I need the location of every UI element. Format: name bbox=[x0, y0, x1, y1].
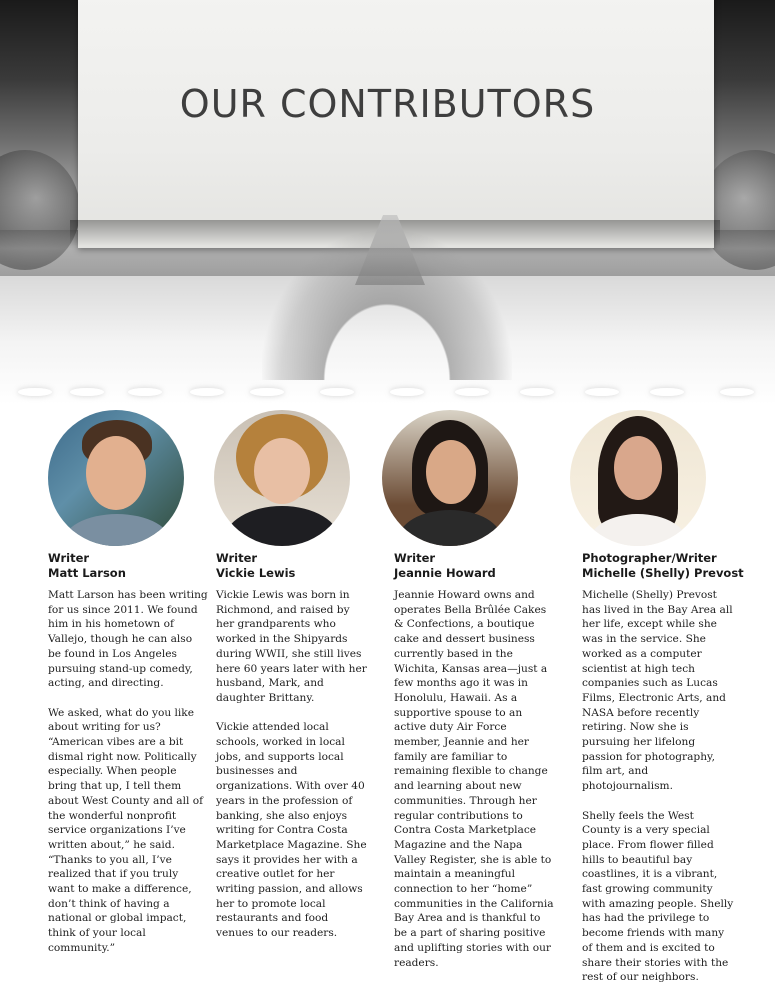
contributor-card-matt-larson bbox=[48, 410, 184, 546]
contributor-role: Writer bbox=[216, 551, 258, 565]
contributor-bio bbox=[582, 588, 734, 985]
contributor-card-michelle-prevost bbox=[570, 410, 706, 546]
contributor-heading bbox=[582, 551, 744, 581]
bio-paragraph: Michelle (Shelly) Prevost has lived in the Bay Area all her life, except while she was in the service. She worked as a computer scientist at high tech companies such as Lucas Films, Electronic Arts, and NASA before recently retiring. Now she is pursuing her lifelong passion for photography, film art, and photojournalism. bbox=[582, 589, 733, 793]
typewriter-keys bbox=[0, 380, 775, 404]
contributor-heading bbox=[216, 551, 295, 581]
contributor-heading bbox=[48, 551, 126, 581]
contributor-name: Matt Larson bbox=[48, 566, 126, 580]
contributor-photo bbox=[570, 410, 706, 546]
contributor-name: Vickie Lewis bbox=[216, 566, 296, 580]
typewriter-header-image bbox=[0, 0, 775, 440]
contributor-name: Jeannie Howard bbox=[394, 566, 496, 580]
bio-paragraph: Shelly feels the West County is a very special place. From flower filled hills to beautiful bay coastlines, it is a vibrant, fast growing community with amazing people. Shelly has had the privilege to become friends with many of them and is excited to share their stories with the rest of our neighbors. bbox=[582, 809, 734, 984]
contributor-photo bbox=[214, 410, 350, 546]
contributor-heading bbox=[394, 551, 496, 581]
contributor-photo bbox=[48, 410, 184, 546]
bio-paragraph: We asked, what do you like about writing for us? “American vibes are a bit dismal right now. Politically especially. When people bring that up, I tell them about West County and all of the wonderful nonprofit service organizations I’ve written about,” he said. “Thanks to you all, I’ve realized that if you truly want to make a difference, don’t think of having a national or global impact, think of your local community.” bbox=[48, 706, 204, 954]
page-title: OUR CONTRIBUTORS bbox=[179, 82, 596, 126]
contributor-name: Michelle (Shelly) Prevost bbox=[582, 566, 744, 580]
bio-paragraph: Vickie Lewis was born in Richmond, and raised by her grandparents who worked in the Shipyards during WWII, she still lives here 60 years later with her husband, Mark, and daughter Brittany. bbox=[216, 589, 367, 704]
contributor-photo bbox=[382, 410, 518, 546]
contributor-card-vickie-lewis bbox=[214, 410, 350, 546]
contributor-role: Writer bbox=[394, 551, 436, 565]
bio-paragraph: Matt Larson has been writing for us since 2011. We found him in his hometown of Vallejo, though he can also be found in Los Angeles pursuing stand-up comedy, acting, and directing. bbox=[48, 589, 208, 690]
contributor-role: Writer bbox=[48, 551, 90, 565]
bio-paragraph: Jeannie Howard owns and operates Bella Brûlée Cakes & Confections, a boutique cake and dessert business currently based in the Wichita, Kansas area—just a few months ago it was in Honolulu, Hawaii. As a supportive spouse to an active duty Air Force member, Jeannie and her family are familiar to remaining flexible to change and learning about new communities. Through her regular contributions to Contra Costa Marketplace Magazine and the Napa Valley Register, she is able to maintain a meaningful connection to her “home” communities in the California Bay Area and is thankful to be a part of sharing positive and uplifting stories with our readers. bbox=[394, 589, 554, 969]
contributor-bio bbox=[216, 588, 368, 941]
contributor-bio bbox=[394, 588, 556, 970]
contributor-role: Photographer/Writer bbox=[582, 551, 717, 565]
bio-paragraph: Vickie attended local schools, worked in local jobs, and supports local businesses and organizations. With over 40 years in the profession of banking, she also enjoys writing for Contra Costa Marketplace Magazine. She says it provides her with a creative outlet for her writing passion, and allows her to promote local restaurants and food venues to our readers. bbox=[216, 721, 367, 940]
contributor-card-jeannie-howard bbox=[382, 410, 518, 546]
contributor-bio bbox=[48, 588, 208, 956]
